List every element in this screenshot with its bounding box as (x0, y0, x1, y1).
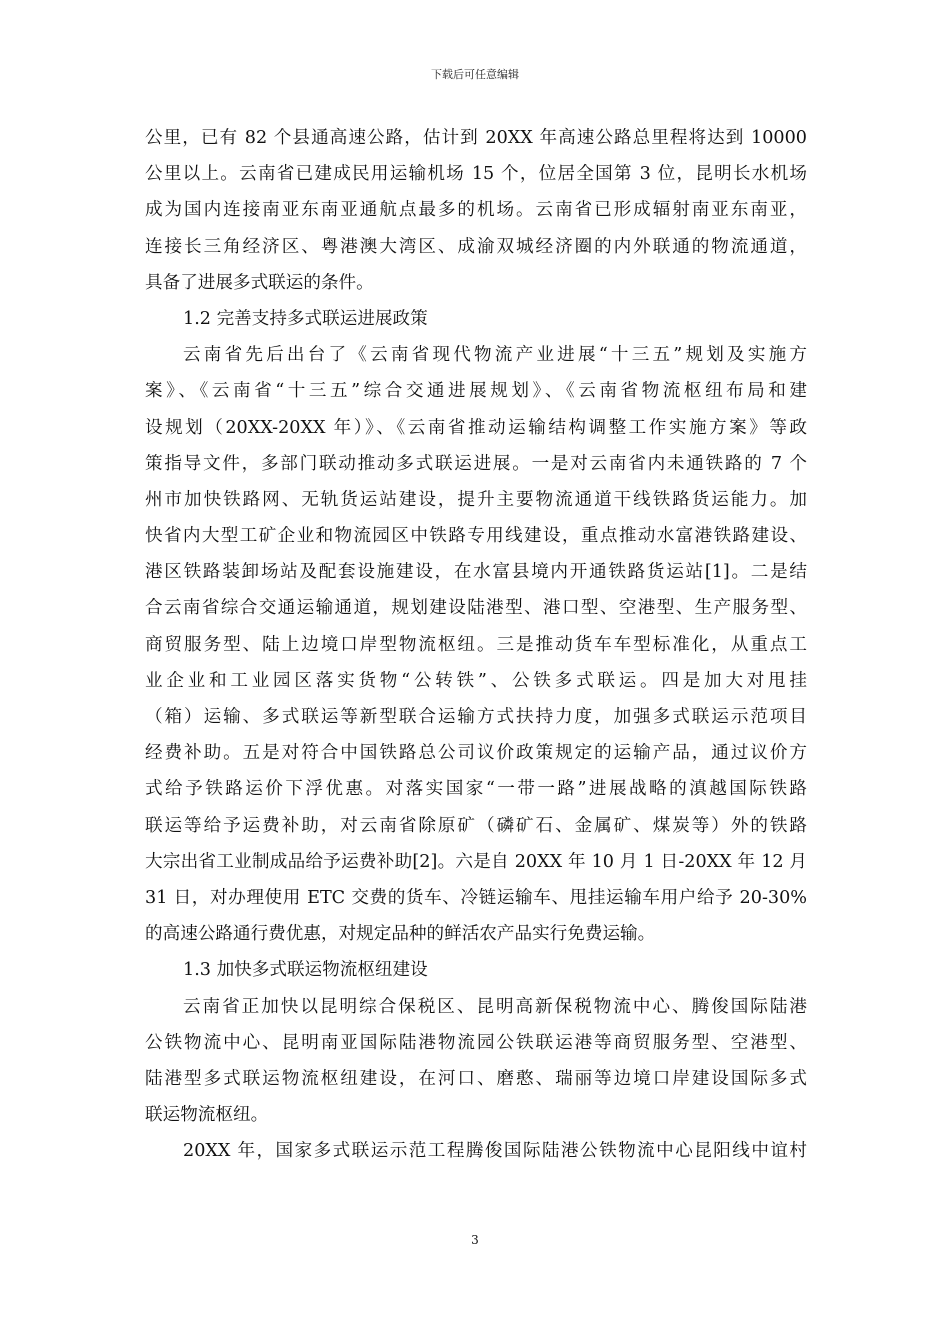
text-line: 陆港型多式联运物流枢纽建设，在河口、磨憨、瑞丽等边境口岸建设国际多式 (145, 1068, 807, 1089)
text-line: 云南省先后出台了《云南省现代物流产业进展“十三五”规划及实施方 (183, 345, 807, 366)
text-line: 大宗出省工业制成品给予运费补助[2]。六是自 20XX 年 10 月 1 日-20XX 年 12 月 (145, 851, 807, 872)
text-line: 公里，已有 82 个县通高速公路，估计到 20XX 年高速公路总里程将达到 10000 (145, 128, 807, 148)
text-line: 式给予铁路运价下浮优惠。对落实国家“一带一路”进展战略的滇越国际铁路 (145, 779, 807, 800)
text-line: 31 日，对办理使用 ETC 交费的货车、冷链运输车、甩挂运输车用户给予 20-30% (145, 887, 807, 908)
text-line: 合云南省综合交通运输通道，规划建设陆港型、港口型、空港型、生产服务型、 (145, 598, 807, 619)
section-heading: 1.2 完善支持多式联运进展政策 (183, 308, 428, 329)
text-line: 设规划（20XX-20XX 年）》、《云南省推动运输结构调整工作实施方案》等政 (145, 417, 807, 438)
text-line: 经费补助。五是对符合中国铁路总公司议价政策规定的运输产品，通过议价方 (145, 743, 807, 764)
text-line: 联运物流枢纽。 (145, 1105, 269, 1126)
text-line: 商贸服务型、陆上边境口岸型物流枢纽。三是推动货车车型标准化，从重点工 (145, 634, 807, 655)
section-heading: 1.3 加快多式联运物流枢纽建设 (183, 960, 428, 981)
text-line: 策指导文件，多部门联动推动多式联运进展。一是对云南省内未通铁路的 7 个 (145, 453, 807, 474)
body-text (145, 120, 807, 1169)
text-line: 具备了进展多式联运的条件。 (145, 272, 374, 293)
text-line: 20XX 年，国家多式联运示范工程腾俊国际陆港公铁物流中心昆阳线中谊村 (183, 1141, 807, 1162)
text-line: 成为国内连接南亚东南亚通航点最多的机场。云南省已形成辐射南亚东南亚， (145, 200, 807, 221)
text-line: 公铁物流中心、昆明南亚国际陆港物流园公铁联运港等商贸服务型、空港型、 (145, 1032, 807, 1053)
text-line: 联运等给予运费补助，对云南省除原矿（磷矿石、金属矿、煤炭等）外的铁路 (145, 815, 807, 836)
text-line: 连接长三角经济区、粤港澳大湾区、成渝双城经济圈的内外联通的物流通道， (145, 236, 807, 257)
text-line: （箱）运输、多式联运等新型联合运输方式扶持力度，加强多式联运示范项目 (145, 707, 807, 727)
text-line: 案》、《云南省“十三五”综合交通进展规划》、《云南省物流枢纽布局和建 (145, 381, 807, 402)
text-line: 业企业和工业园区落实货物“公转铁”、公铁多式联运。四是加大对甩挂 (145, 670, 807, 691)
text-line: 公里以上。云南省已建成民用运输机场 15 个，位居全国第 3 位，昆明长水机场 (145, 164, 807, 185)
page-number: 3 (471, 1233, 479, 1247)
text-line: 的高速公路通行费优惠，对规定品种的鲜活农产品实行免费运输。 (145, 924, 656, 945)
text-line: 港区铁路装卸场站及配套设施建设，在水富县境内开通铁路货运站[1]。二是结 (145, 562, 807, 583)
text-line: 快省内大型工矿企业和物流园区中铁路专用线建设，重点推动水富港铁路建设、 (145, 526, 807, 547)
text-line: 州市加快铁路网、无轨货运站建设，提升主要物流通道干线铁路货运能力。加 (145, 489, 807, 510)
text-line: 云南省正加快以昆明综合保税区、昆明高新保税物流中心、腾俊国际陆港 (183, 996, 807, 1017)
header-note: 下载后可任意编辑 (431, 68, 519, 81)
